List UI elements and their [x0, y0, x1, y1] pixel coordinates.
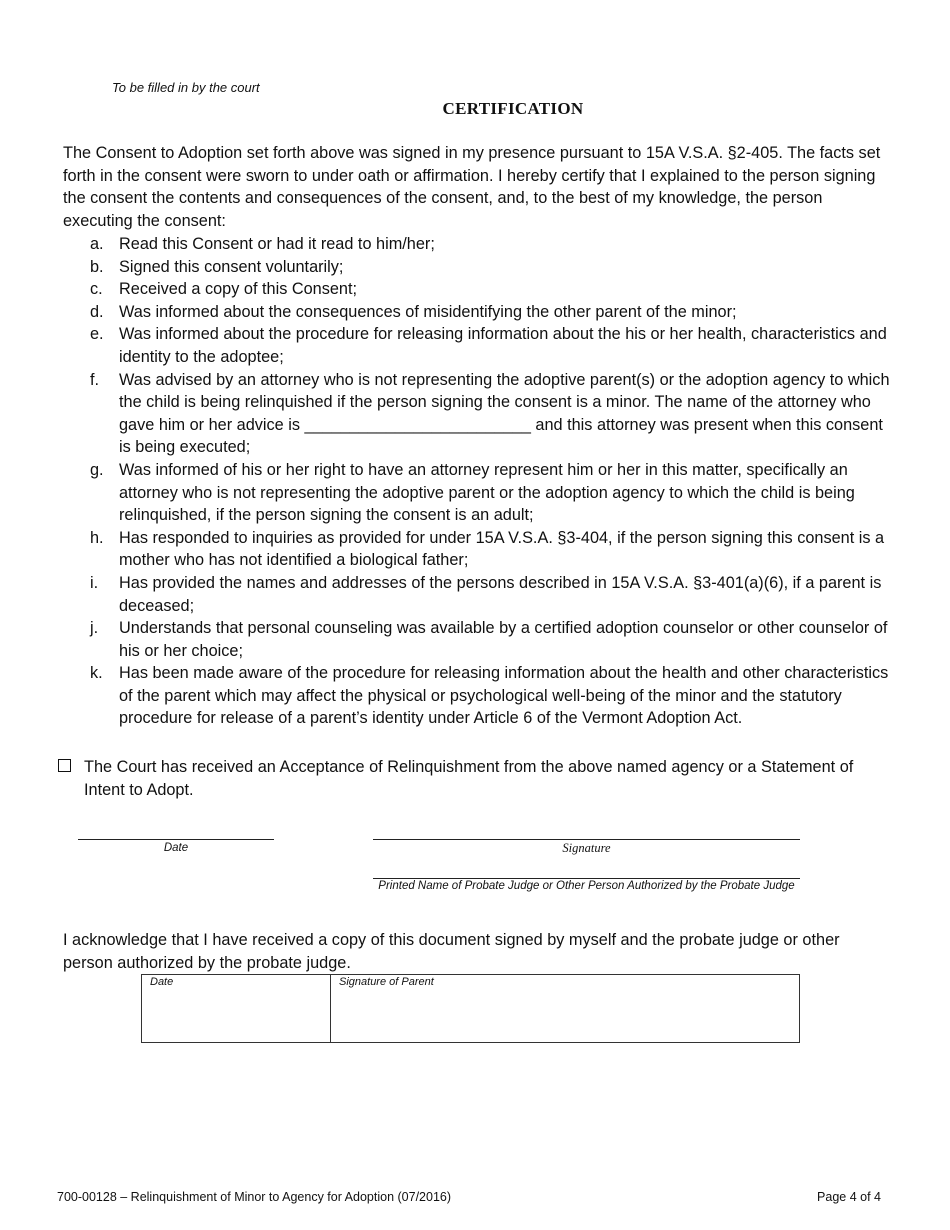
list-item [90, 323, 895, 368]
list-item [90, 369, 895, 459]
item-text: Was informed of his or her right to have an attorney represent him or her in this matter, specifically an attorney who is not representing the adoptive parent or the adoption agency to which the child is being relinquished, if the person signing the consent is an adult; [119, 460, 855, 525]
item-text: Received a copy of this Consent; [119, 280, 358, 299]
item-marker: j. [90, 619, 99, 638]
item-text: Read this Consent or had it read to him/her; [119, 235, 435, 253]
ack-date-label: Date [150, 976, 174, 988]
list-item [90, 527, 895, 572]
item-marker: i. [90, 573, 99, 592]
page-number: Page 4 of 4 [817, 1190, 881, 1204]
item-text: Was informed about the procedure for releasing information about the his or her health, characteristics and identity to the adoptee; [119, 325, 887, 366]
item-text: Has responded to inquiries as provided for under 15A V.S.A. §3-404, if the person signing this consent is a mother who has not identified a biological father; [119, 528, 885, 570]
item-text: Signed this consent voluntarily; [119, 257, 344, 276]
list-item [90, 256, 895, 279]
ack-box-divider [330, 975, 331, 1042]
item-marker: d. [90, 302, 104, 321]
ack-signature-label: Signature of Parent [339, 976, 434, 988]
printed-name-line[interactable] [373, 878, 800, 879]
printed-name-label: Printed Name of Probate Judge or Other Person Authorized by the Probate Judge [378, 880, 795, 892]
list-item [90, 572, 895, 617]
court-note: To be filled in by the court [112, 80, 260, 95]
item-text: Understands that personal counseling was available by a certified adoption counselor or other counselor of his or her choice; [119, 619, 888, 660]
list-item [90, 617, 895, 662]
item-marker: b. [90, 257, 104, 276]
acknowledgment-text: I acknowledge that I have received a copy of this document signed by myself and the probate judge or other person authorized by the probate judge. [63, 931, 840, 972]
list-item [90, 233, 895, 256]
list-item [90, 459, 895, 527]
signature-label: Signature [562, 841, 611, 855]
item-marker: k. [90, 664, 103, 683]
item-marker: e. [90, 325, 104, 344]
date-label: Date [163, 842, 189, 854]
page-title: CERTIFICATION [442, 99, 584, 118]
list-item [90, 278, 895, 301]
item-marker: h. [90, 528, 104, 547]
item-text: Has been made aware of the procedure for releasing information about the health and other characteristics of the parent which may affect the physical or psychological well-being of the minor and the statutory procedure for release of a parent’s identity under Article 6 of the Vermont Adoption Act. [119, 664, 889, 728]
list-item [90, 301, 895, 324]
item-marker: f. [90, 370, 100, 389]
item-marker: a. [90, 235, 104, 253]
item-marker: g. [90, 460, 104, 479]
court-acceptance-text: The Court has received an Acceptance of Relinquishment from the above named agency or a Statement of Intent to Adopt. [84, 758, 854, 799]
certification-list [90, 233, 895, 730]
court-acceptance-checkbox[interactable] [58, 759, 71, 772]
signature-line[interactable] [373, 839, 800, 840]
date-line[interactable] [78, 839, 274, 840]
form-id: 700-00128 – Relinquishment of Minor to Agency for Adoption (07/2016) [57, 1190, 452, 1204]
list-item [90, 662, 895, 730]
acknowledgment-signature-box [141, 974, 800, 1043]
item-text: Has provided the names and addresses of the persons described in 15A V.S.A. §3-401(a)(6), if a parent is deceased; [119, 573, 882, 615]
item-text: Was informed about the consequences of misidentifying the other parent of the minor; [119, 302, 737, 321]
intro-paragraph: The Consent to Adoption set forth above was signed in my presence pursuant to 15A V.S.A. §2-405. The facts set forth in the consent were sworn to under oath or affirmation. I hereby certify that I explained to the person signing the consent the contents and consequences of the consent, and, to the best of my knowledge, the person executing the consent: [63, 144, 881, 230]
item-marker: c. [90, 280, 103, 299]
item-text: Was advised by an attorney who is not representing the adoptive parent(s) or the adoption agency to which the child is being relinquished if the person signing the consent is a minor. The name of the attorney who gave him or her advice is _________________________ and this attorney was present when this consent is being executed; [119, 370, 890, 457]
